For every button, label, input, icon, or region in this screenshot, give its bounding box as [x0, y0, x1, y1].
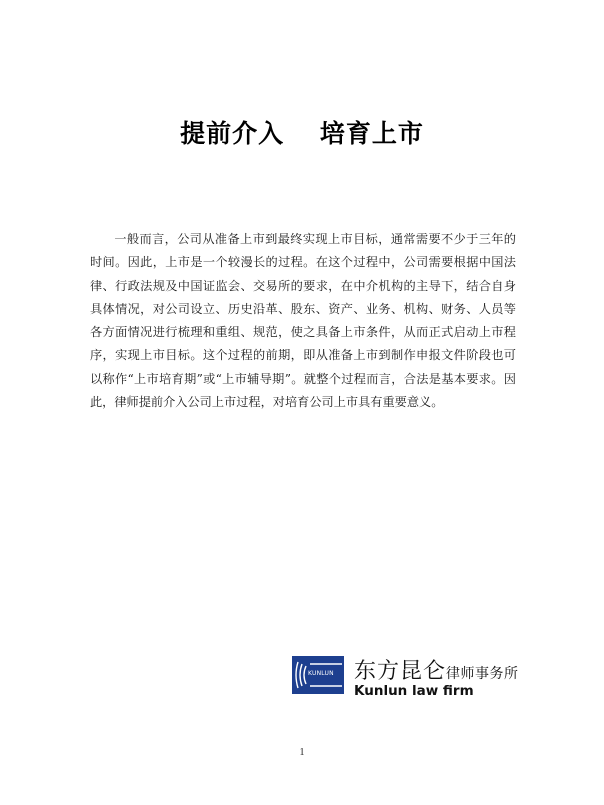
logo-chinese-name [354, 654, 519, 685]
logo-english-name: Kunlun law firm [354, 683, 474, 699]
logo-mark-text: KUNLUN [308, 670, 334, 677]
page-number: 1 [299, 747, 305, 758]
kunlun-emblem-icon [292, 656, 344, 694]
body-text [90, 228, 516, 414]
logo-cn-suffix: 律师事务所 [446, 666, 519, 682]
logo-cn-main: 东方昆仑 [354, 659, 447, 684]
body-paragraph: 一般而言，公司从准备上市到最终实现上市目标，通常需要不少于三年的时间。因此，上市是一个较漫长的过程。在这个过程中，公司需要根据中国法律、行政法规及中国证监会、交易所的要求，在中介机构的主导下，结合自身具体情况，对公司设立、历史沿革、股东、资产、业务、机构、财务、人员等各方面情况进行梳理和重组、规范，使之具备上市条件，从而正式启动上市程序，实现上市目标。这个过程的前期，即从准备上市到制作申报文件阶段也可以称作“上市培育期”或“上市辅导期”。就整个过程而言，合法是基本要求。因此，律师提前介入公司上市过程，对培育公司上市具有重要意义。 [90, 232, 516, 410]
kunlun-logo [292, 654, 532, 700]
document-title: 提前介入 培育上市 [180, 119, 424, 148]
